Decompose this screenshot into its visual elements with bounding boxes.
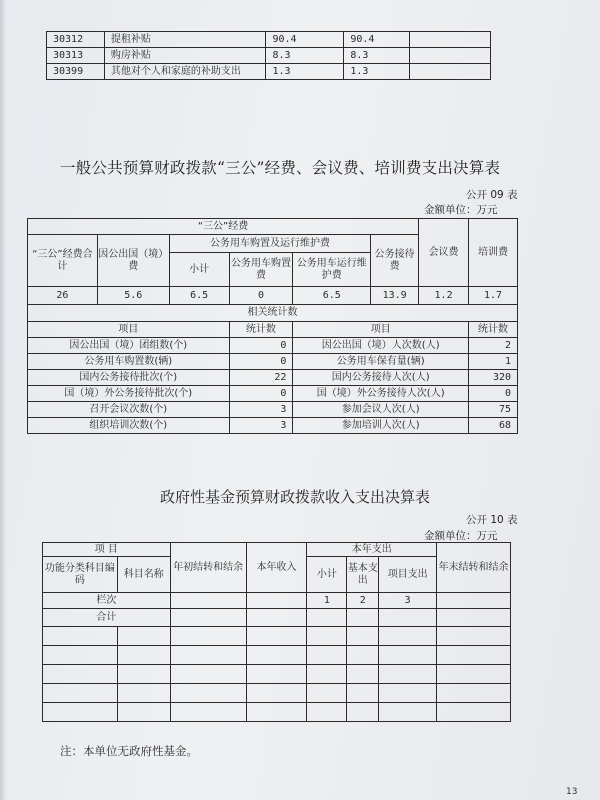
- fund-empty-row: [43, 703, 511, 722]
- fund-unit: 金额单位：万元: [424, 530, 498, 542]
- fund-subtotal-header: 小计: [307, 557, 347, 593]
- top-cell-v2: 90.4: [344, 32, 410, 48]
- fund-title: 政府性基金预算财政拨款收入支出决算表: [160, 488, 431, 506]
- stats-r-item: 国（境）外公务接待人次(人): [293, 386, 469, 402]
- vehicle-operation-value: 6.5: [293, 287, 371, 305]
- fund-code-header: 功能分类科目编码: [43, 557, 118, 593]
- vehicle-purchase-value: 0: [229, 287, 293, 305]
- top-cell-v2: 1.3: [344, 64, 410, 80]
- total-value: 26: [28, 287, 98, 305]
- stats-l-val: 3: [229, 402, 293, 418]
- stats-r-item: 国内公务接待人次(人): [293, 370, 469, 386]
- top-cell-code: 30313: [47, 48, 105, 64]
- top-cell-name: 购房补贴: [104, 48, 266, 64]
- fund-basic-header: 基本支出: [347, 557, 379, 593]
- training-header: 培训费: [469, 219, 518, 287]
- stats-row: [28, 338, 518, 354]
- stats-l-val: 0: [229, 354, 293, 370]
- stats-row: [28, 402, 518, 418]
- stats-r-val: 1: [469, 354, 518, 370]
- fund-empty-row: [43, 627, 511, 646]
- stats-l-val: 3: [229, 418, 293, 434]
- fund-col-2: 2: [347, 593, 379, 609]
- vehicle-purchase-header: 公务用车购置费: [229, 253, 293, 287]
- stats-l-item: 国（境）外公务接待批次(个): [28, 386, 230, 402]
- top-cell-v1: 1.3: [266, 64, 344, 80]
- sangong-table: [27, 218, 518, 434]
- stats-row: [28, 418, 518, 434]
- stats-l-item: 召开会议次数(个): [28, 402, 230, 418]
- meeting-value: 1.2: [419, 287, 469, 305]
- top-cell-v2: 8.3: [344, 48, 410, 64]
- fund-note: 注：本单位无政府性基金。: [60, 744, 198, 758]
- stats-r-val: 0: [469, 386, 518, 402]
- fund-item-header: 项 目: [43, 543, 171, 557]
- training-value: 1.7: [469, 287, 518, 305]
- reception-value: 13.9: [371, 287, 419, 305]
- stats-l-item: 公务用车购置数(辆): [28, 354, 230, 370]
- fund-total-row-label: 合计: [43, 609, 171, 627]
- fund-expense-group-header: 本年支出: [307, 543, 437, 557]
- sangong-total-header: “三公”经费合计: [28, 235, 98, 287]
- stats-l-item: 因公出国（境）团组数(个): [28, 338, 230, 354]
- abroad-value: 5.6: [97, 287, 169, 305]
- top-cell-name: 提租补贴: [104, 32, 266, 48]
- fund-empty-row: [43, 665, 511, 684]
- fund-empty-row: [43, 684, 511, 703]
- stats-row: [28, 354, 518, 370]
- stats-r-val: 68: [469, 418, 518, 434]
- sangong-unit: 金额单位：万元: [424, 204, 498, 216]
- fund-column-row-label: 栏次: [43, 593, 171, 609]
- top-table-row: [47, 48, 491, 64]
- vehicle-subtotal-value: 6.5: [169, 287, 229, 305]
- stats-r-val: 320: [469, 370, 518, 386]
- fund-subject-header: 科目名称: [117, 557, 170, 593]
- top-cell-v1: 90.4: [266, 32, 344, 48]
- vehicle-group-header: 公务用车购置及运行维护费: [169, 235, 371, 253]
- fund-table: [42, 542, 511, 722]
- top-cell-code: 30399: [47, 64, 105, 80]
- abroad-header: 因公出国（境）费: [97, 235, 169, 287]
- fund-end-balance-header: 年末结转和结余: [437, 543, 511, 593]
- stats-l-val: 0: [229, 338, 293, 354]
- fund-form-number: 公开 10 表: [466, 514, 518, 526]
- vehicle-subtotal-header: 小计: [169, 253, 229, 287]
- fund-income-header: 本年收入: [246, 543, 307, 593]
- top-cell-code: 30312: [47, 32, 105, 48]
- stats-r-val: 2: [469, 338, 518, 354]
- stats-r-item: 公务用车保有量(辆): [293, 354, 469, 370]
- fund-project-header: 项目支出: [379, 557, 437, 593]
- top-table-row: [47, 64, 491, 80]
- fund-col-3: 3: [379, 593, 437, 609]
- sangong-title: 一般公共预算财政拨款“三公”经费、会议费、培训费支出决算表: [60, 159, 501, 177]
- fund-begin-balance-header: 年初结转和结余: [170, 543, 246, 593]
- stats-row: [28, 386, 518, 402]
- top-table-row: [47, 32, 491, 48]
- stats-left-item-header: 项目: [28, 322, 230, 338]
- fund-empty-row: [43, 646, 511, 665]
- fund-col-1: 1: [307, 593, 347, 609]
- stats-title: 相关统计数: [28, 305, 518, 322]
- stats-l-val: 0: [229, 386, 293, 402]
- page-edge-shadow: [0, 0, 6, 800]
- sangong-form-number: 公开 09 表: [466, 189, 518, 201]
- meeting-header: 会议费: [419, 219, 469, 287]
- stats-right-count-header: 统计数: [469, 322, 518, 338]
- stats-l-val: 22: [229, 370, 293, 386]
- stats-l-item: 国内公务接待批次(个): [28, 370, 230, 386]
- stats-r-item: 因公出国（境）人次数(人): [293, 338, 469, 354]
- top-cell-v1: 8.3: [266, 48, 344, 64]
- page-number: 13: [566, 787, 578, 797]
- stats-right-item-header: 项目: [293, 322, 469, 338]
- stats-l-item: 组织培训次数(个): [28, 418, 230, 434]
- expense-table-fragment: [46, 31, 491, 80]
- stats-row: [28, 370, 518, 386]
- stats-r-item: 参加会议人次(人): [293, 402, 469, 418]
- top-cell-name: 其他对个人和家庭的补助支出: [104, 64, 266, 80]
- reception-header: 公务接待费: [371, 235, 419, 287]
- sangong-group-header: “三公”经费: [28, 219, 419, 235]
- stats-r-val: 75: [469, 402, 518, 418]
- stats-r-item: 参加培训人次(人): [293, 418, 469, 434]
- vehicle-operation-header: 公务用车运行维护费: [293, 253, 371, 287]
- stats-left-count-header: 统计数: [229, 322, 293, 338]
